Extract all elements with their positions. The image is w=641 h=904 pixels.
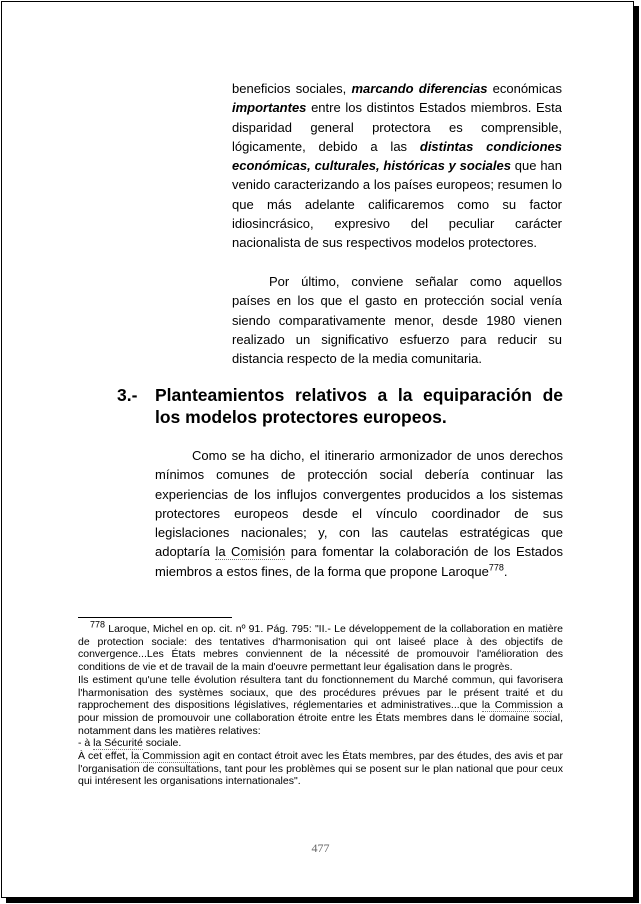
section-number: 3.- <box>117 385 138 405</box>
text-run: que han venido caracterizando a los países europeos; resumen lo que más adelante calificaremos como su factor idiosincrásico, expresivo del peculiar carácter nacionalista de sus respectivos modelos protectores. <box>232 158 563 251</box>
smart-tag-text[interactable]: la Sécurité <box>93 737 143 750</box>
footnote-text: Laroque, Michel en op. cit. nº 91. Pág. 795: "II.- Le développement de la collaboration en matière de protection sociale: des tentatives d'harmonisation qui ont laiseé place à des objectifs de convergence...Les États mebres conviennent de la nécessité de promouvoir l'amélioration des conditions de vie et de travail de la main d'oeuvre permettant leur égalisation dans le progrès. <box>78 623 563 674</box>
footnote-text: sociale. <box>142 737 182 750</box>
text-run: para fomentar la colaboración de los Estados miembros a estos fines, de la forma que propone Laroque <box>155 544 563 579</box>
footnote <box>78 619 563 788</box>
footnote-text: agit en contact étroit avec les États membres, par des études, des avis et par l'organisation de consultations, tant pour les problèmes qui se posent sur le plan national que pour ceux qui intéresent les organisations internationales". <box>78 750 563 788</box>
text-run: económicas <box>487 81 563 96</box>
section-title: Planteamientos relativos a la equiparación de los modelos protectores europeos. <box>155 385 563 427</box>
emphasis-text: distintas condiciones económicas, culturales, históricas y sociales <box>232 138 562 174</box>
text-run: . <box>503 563 508 579</box>
body-paragraph-2 <box>232 272 562 368</box>
footnote-text: a pour mission de promouvoir une collaboration étroite entre les États membres dans le domaine social, notamment dans les matières relatives: <box>78 699 563 737</box>
paragraph-text: Por último, conviene señalar como aquellos países en los que el gasto en protección social venía siendo comparativamente menor, desde 1980 vienen realizado un significativo esfuerzo para reducir su distancia respecto de la media comunitaria. <box>232 274 562 367</box>
footnote-text: À cet effet, <box>78 750 132 763</box>
smart-tag-text[interactable]: la Commission <box>131 750 201 763</box>
footnote-text: Ils estiment qu'une telle évolution résultera tant du fonctionnement du Marché commun, qui favorisera l'harmonisation des systèmes sociaux, que des procédures prévues par le présent traité et du rapprochement des dispositions législatives, réglementaries et administratives...que <box>78 673 563 712</box>
body-paragraph-3 <box>155 446 563 581</box>
footnote-reference[interactable]: 778 <box>488 562 504 573</box>
text-run: entre los distintos Estados miembros. Esta disparidad general protectora es comprensible, lógicamente, debido a las <box>232 100 562 154</box>
footnote-number: 778 <box>90 619 106 630</box>
body-paragraph-1 <box>232 79 562 253</box>
text-run: beneficios sociales, <box>232 81 352 96</box>
smart-tag-text[interactable]: la Commission <box>481 699 553 712</box>
emphasis-text: importantes <box>232 100 307 116</box>
footnote-text: - à <box>78 737 94 750</box>
footnote-separator <box>78 617 232 618</box>
smart-tag-text[interactable]: la Comisión <box>215 544 286 560</box>
page-number: 477 <box>311 841 330 855</box>
emphasis-text: marcando diferencias <box>351 81 488 96</box>
text-run: Como se ha dicho, el itinerario armonizador de unos derechos mínimos comunes de protección social debería continuar las experiencias de los influjos convergentes producidos a los sistemas protectores europeos desde el vínculo coordinador de sus legislaciones nacionales; y, con las cautelas estratégicas que adoptaría <box>155 448 563 560</box>
